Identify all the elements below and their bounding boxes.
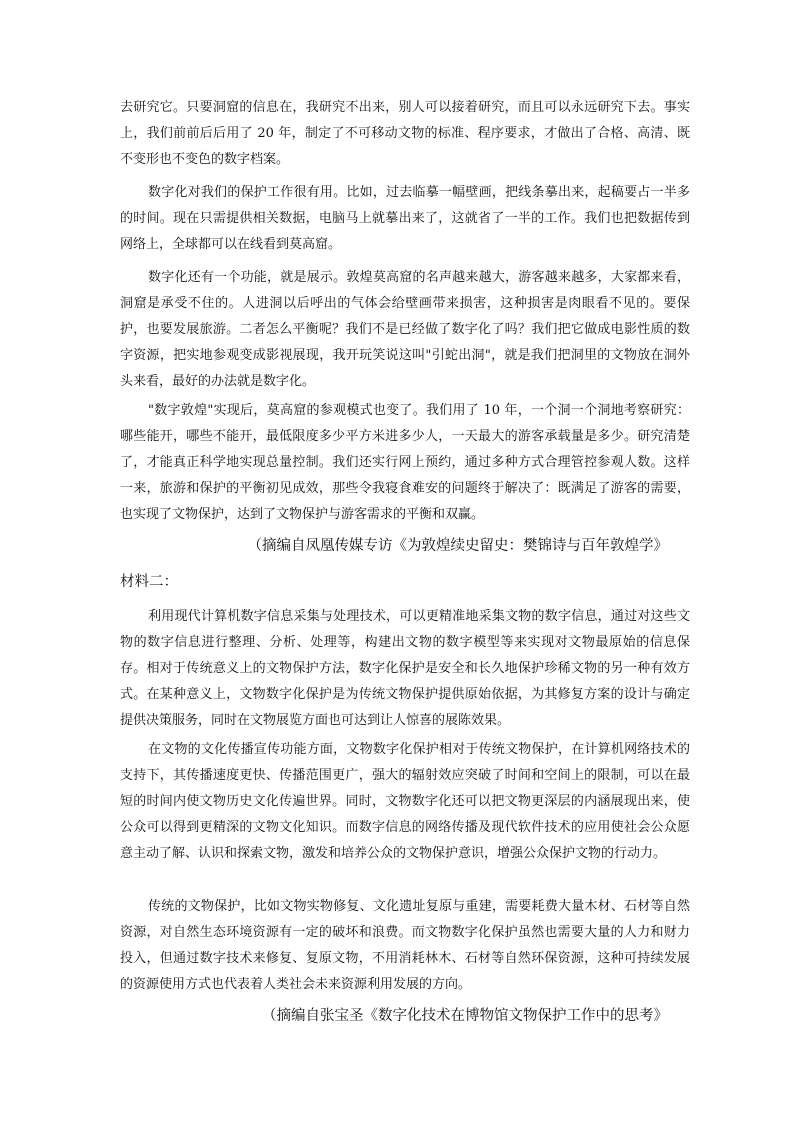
material2-heading: 材料二： [120,574,178,590]
material2-paragraph-1: 利用现代计算机数字信息采集与处理技术，可以更精准地采集文物的数字信息，通过对这些文物的数字信息进行整理、分析、处理等，构建出文物的数字模型等来实现对文物最原始的信息保存。相对于传统意义上的文物保护方法，数字化保护是安全和长久地保护珍稀文物的另一种有效方式。在某种意义上，文物数字化保护是为传统文物保护提供原始依据，为其修复方案的设计与确定提供决策服务，同时在文物展览方面也可达到让人惊喜的展陈效果。 [120,609,690,728]
material1-paragraph-4: "数字敦煌"实现后，莫高窟的参观模式也变了。我们用了 10 年，一个洞一个洞地考察研究：哪些能开，哪些不能开，最低限度多少平方米进多少人，一天最大的游客承载量是多少。研究清楚了，才能真正科学地实现总量控制。我们还实行网上预约，通过多种方式合理管控参观人数。这样一来，旅游和保护的平衡初见成效，那些令我寝食难安的问题终于解决了：既满足了游客的需要，也实现了文物保护，达到了文物保护与游客需求的平衡和双赢。 [120,403,690,522]
material2-paragraph-3: 传统的文物保护，比如文物实物修复、文化遗址复原与重建，需要耗费大量木材、石材等自然资源，对自然生态环境资源有一定的破坏和浪费。而文物数字化保护虽然也需要大量的人力和财力投入，但通过数字技术来修复、复原文物，不用消耗林木、石材等自然环保资源，这种可持续发展的资源使用方式也代表着人类社会未来资源利用发展的方向。 [120,899,690,992]
material1-paragraph-1: 去研究它。只要洞窟的信息在，我研究不出来，别人可以接着研究，而且可以永远研究下去。事实上，我们前前后后用了 20 年，制定了不可移动文物的标准、程序要求，才做出了合格、高清、既不变形也不变色的数字档案。 [120,100,690,167]
material2-paragraph-2: 在文物的文化传播宣传功能方面，文物数字化保护相对于传统文物保护，在计算机网络技术的支持下，其传播速度更快、传播范围更广，强大的辐射效应突破了时间和空间上的限制，可以在最短的时间内使文物历史文化传遍世界。同时，文物数字化还可以把文物更深层的内涵展现出来，使公众可以得到更精深的文物文化知识。而数字信息的网络传播及现代软件技术的应用使社会公众愿意主动了解、认识和探索文物，激发和培养公众的文物保护意识，增强公众保护文物的行动力。 [120,742,690,861]
material1-paragraph-2: 数字化对我们的保护工作很有用。比如，过去临摹一幅壁画，把线条摹出来，起稿要占一半多的时间。现在只需提供相关数据，电脑马上就摹出来了，这就省了一半的工作。我们也把数据传到网络上，全球都可以在线看到莫高窟。 [120,185,690,252]
material1-source-citation: （摘编自凤凰传媒专访《为敦煌续史留史：樊锦诗与百年敦煌学》 [247,538,668,554]
material1-paragraph-3: 数字化还有一个功能，就是展示。敦煌莫高窟的名声越来越大，游客越来越多，大家都来看，洞窟是承受不住的。人进洞以后呼出的气体会给壁画带来损害，这种损害是肉眼看不见的。要保护，也要发展旅游。二者怎么平衡呢？我们不是已经做了数字化了吗？我们把它做成电影性质的数字资源，把实地参观变成影视展现，我开玩笑说这叫"引蛇出洞"，就是我们把洞里的文物放在洞外头来看，最好的办法就是数字化。 [120,270,690,389]
material2-source-citation: （摘编自张宝圣《数字化技术在博物馆文物保护工作中的思考》 [262,1008,668,1024]
